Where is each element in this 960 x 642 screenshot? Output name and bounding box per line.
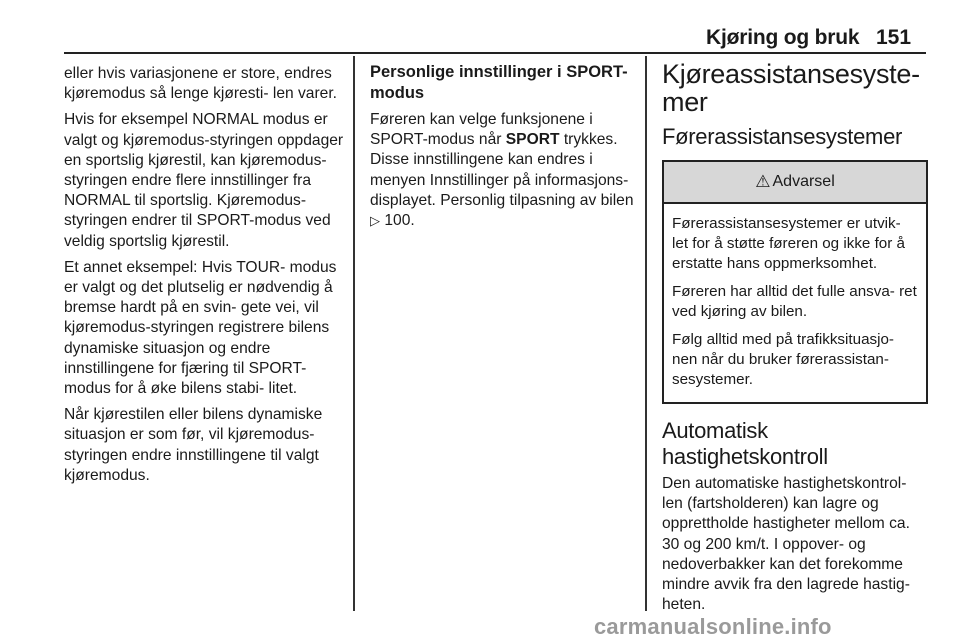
reference-page: 100.	[384, 212, 415, 230]
body-text: Føreren kan velge funksjonene i SPORT-modus når	[370, 111, 593, 149]
running-header-title: Kjøring og bruk	[706, 26, 860, 49]
watermark: carmanualsonline.info	[594, 614, 832, 639]
body-text: trykkes. Disse innstillingene kan endres i menyen Innstillinger på informasjons- displayet. Personlig tilpasning av bilen	[370, 131, 634, 209]
body-paragraph: eller hvis variasjonene er store, endres kjøremodus så lenge kjøresti- len varer.	[64, 65, 337, 103]
page-number: 151	[876, 26, 912, 49]
page-reference-icon: ▷	[370, 213, 380, 229]
warning-body	[664, 204, 926, 402]
bold-button-name: SPORT	[505, 131, 560, 149]
column-right	[662, 59, 928, 621]
warning-header	[664, 162, 926, 204]
warning-box	[662, 160, 928, 404]
body-paragraph: Et annet eksempel: Hvis TOUR- modus er valgt og det plutselig er nødvendig å bremse hardt på en svin- gete vei, vil kjøremodus-styringen registrere bilens dynamiske situasjon og endre innstillingene for fjæring til SPORT-modus for å øke bilens stabi- litet.	[64, 258, 337, 398]
chapter-heading: Kjøreassistansesyste- mer	[662, 59, 920, 117]
body-paragraph: Hvis for eksempel NORMAL modus er valgt og kjøremodus-styringen oppdager en sportslig kjørestil, kan kjøremodus-styringen endre flere innstillinger fra NORMAL til sportslig. Kjøremodus-styringen endrer til SPORT-modus ved veldig sportslig kjørestil.	[64, 111, 344, 250]
body-paragraph: Den automatiske hastighetskontrol- len (fartsholderen) kan lagre og opprettholde hastigheter mellom ca. 30 og 200 km/t. I oppover- og nedoverbakker kan det forekomme mindre avvik fra den lagrede hastig- heten.	[662, 475, 910, 614]
header-divider	[64, 52, 926, 54]
warning-paragraph: Føreren har alltid det fulle ansva- ret ved kjøring av bilen.	[672, 283, 917, 320]
section-heading: Førerassistansesystemer	[662, 124, 903, 149]
body-paragraph	[370, 110, 636, 231]
warning-triangle-icon: ⚠	[755, 171, 771, 191]
body-paragraph: Når kjørestilen eller bilens dynamiske situasjon er som før, vil kjøremodus- styringen endre innstillingene til valgt kjøremodus.	[64, 406, 323, 484]
warning-title: Advarsel	[772, 172, 835, 190]
section-subheading: Personlige innstillinger i SPORT- modus	[370, 63, 628, 102]
column-divider-1	[353, 56, 355, 611]
warning-paragraph: Førerassistansesystemer er utvik- let for å støtte føreren og ikke for å erstatte hans oppmerksomhet.	[672, 215, 905, 272]
column-left	[64, 64, 346, 492]
column-divider-2	[645, 56, 647, 611]
warning-paragraph: Følg alltid med på trafikksituasjo- nen når du bruker førerassistan- sesystemer.	[672, 331, 894, 388]
column-middle	[370, 64, 636, 237]
section-heading: Automatisk hastighetskontroll	[662, 418, 828, 469]
